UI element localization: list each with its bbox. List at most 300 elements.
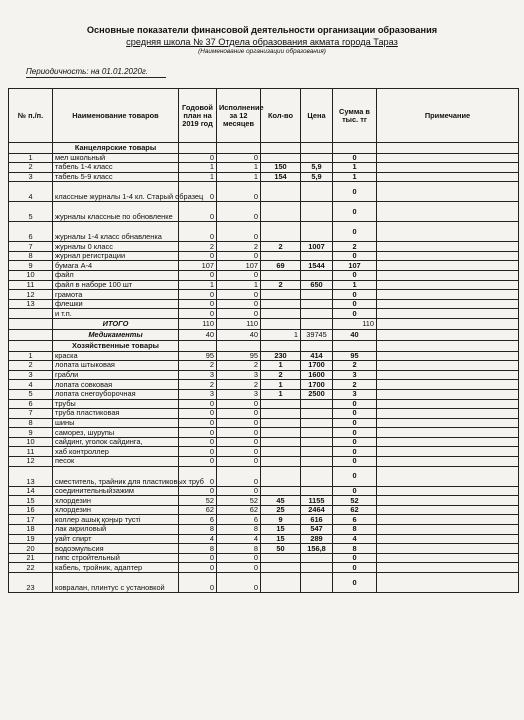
price-value <box>301 466 333 486</box>
sum-value: 0 <box>333 447 377 457</box>
table-row <box>9 466 519 486</box>
done-value: 2 <box>217 361 261 371</box>
item-name: гипс стройтельный <box>53 553 179 563</box>
row-number: 2 <box>9 361 53 371</box>
qty-value <box>261 290 301 300</box>
row-number: 13 <box>9 466 53 486</box>
price-value: 2464 <box>301 505 333 515</box>
row-number: 10 <box>9 437 53 447</box>
plan-value: 0 <box>179 299 217 309</box>
row-number <box>9 309 53 319</box>
price-value <box>301 251 333 261</box>
medicine-plan: 40 <box>179 330 217 341</box>
sum-value: 0 <box>333 428 377 438</box>
qty-value: 154 <box>261 172 301 182</box>
sum-value: 4 <box>333 534 377 544</box>
table-row <box>9 370 519 380</box>
price-value: 616 <box>301 515 333 525</box>
table-row <box>9 299 519 309</box>
qty-value: 9 <box>261 515 301 525</box>
total-num <box>9 319 53 330</box>
table-row <box>9 351 519 361</box>
table-row <box>9 505 519 515</box>
item-name: мел школьный <box>53 153 179 163</box>
sum-value: 0 <box>333 418 377 428</box>
table-row <box>9 222 519 242</box>
item-name: коллер ашық қоңыр тусті <box>53 515 179 525</box>
qty-value <box>261 573 301 593</box>
price-value <box>301 153 333 163</box>
table-row <box>9 447 519 457</box>
note-value <box>377 534 519 544</box>
price-value: 1007 <box>301 242 333 252</box>
done-value: 0 <box>217 486 261 496</box>
table-row <box>9 251 519 261</box>
row-number: 9 <box>9 261 53 271</box>
item-name: табель 5-9 класс <box>53 172 179 182</box>
table-row <box>9 457 519 467</box>
price-value: 414 <box>301 351 333 361</box>
note-value <box>377 351 519 361</box>
table-header-row <box>9 89 519 143</box>
done-value: 1 <box>217 163 261 173</box>
qty-value <box>261 563 301 573</box>
price-value <box>301 563 333 573</box>
item-name: лопата штыковая <box>53 361 179 371</box>
item-name: хаб контроллер <box>53 447 179 457</box>
sum-value: 0 <box>333 202 377 222</box>
table-row <box>9 280 519 290</box>
done-value: 2 <box>217 242 261 252</box>
note-value <box>377 573 519 593</box>
table-row <box>9 309 519 319</box>
table-row <box>9 380 519 390</box>
price-value: 1700 <box>301 380 333 390</box>
table-row <box>9 573 519 593</box>
item-name: флешки <box>53 299 179 309</box>
table-row <box>9 486 519 496</box>
note-value <box>377 437 519 447</box>
plan-value: 0 <box>179 447 217 457</box>
note-value <box>377 153 519 163</box>
row-number: 6 <box>9 222 53 242</box>
financial-table <box>8 88 519 593</box>
row-number: 5 <box>9 202 53 222</box>
item-name: журналы 0 класс <box>53 242 179 252</box>
table-row <box>9 182 519 202</box>
qty-value <box>261 309 301 319</box>
plan-value: 1 <box>179 172 217 182</box>
row-number: 11 <box>9 447 53 457</box>
item-name: труба пластиковая <box>53 409 179 419</box>
sum-value: 0 <box>333 409 377 419</box>
plan-value: 1 <box>179 163 217 173</box>
sum-value: 107 <box>333 261 377 271</box>
qty-value <box>261 153 301 163</box>
medicine-qty: 1 <box>261 330 301 341</box>
item-name: журналы классные по обновленке <box>53 202 179 222</box>
price-value: 156,8 <box>301 544 333 554</box>
table-row <box>9 515 519 525</box>
medicine-note <box>377 330 519 341</box>
item-name: водоэмульсия <box>53 544 179 554</box>
done-value: 62 <box>217 505 261 515</box>
table-row <box>9 172 519 182</box>
sum-value: 0 <box>333 457 377 467</box>
item-name: файл <box>53 271 179 281</box>
item-name: кабель, тройник, адаптер <box>53 563 179 573</box>
plan-value: 0 <box>179 573 217 593</box>
table-row <box>9 525 519 535</box>
sum-value: 0 <box>333 553 377 563</box>
price-value: 650 <box>301 280 333 290</box>
row-number: 21 <box>9 553 53 563</box>
section-household-empty <box>377 341 519 352</box>
table-row <box>9 544 519 554</box>
note-value <box>377 242 519 252</box>
qty-value <box>261 428 301 438</box>
item-name: бумага А-4 <box>53 261 179 271</box>
plan-value: 0 <box>179 486 217 496</box>
row-number: 3 <box>9 370 53 380</box>
row-number: 18 <box>9 525 53 535</box>
header-qty: Кол-во <box>261 89 301 143</box>
done-value: 4 <box>217 534 261 544</box>
sum-value: 0 <box>333 437 377 447</box>
qty-value: 25 <box>261 505 301 515</box>
qty-value <box>261 299 301 309</box>
done-value: 3 <box>217 370 261 380</box>
note-value <box>377 271 519 281</box>
sum-value: 0 <box>333 399 377 409</box>
sum-value: 0 <box>333 486 377 496</box>
row-number: 8 <box>9 418 53 428</box>
price-value <box>301 202 333 222</box>
periodicity-line: Периодичность: на 01.01.2020г. <box>26 67 166 78</box>
header-sum: Сумма в тыс. тг <box>333 89 377 143</box>
item-name: краска <box>53 351 179 361</box>
plan-value: 52 <box>179 496 217 506</box>
note-value <box>377 544 519 554</box>
note-value <box>377 486 519 496</box>
done-value: 0 <box>217 153 261 163</box>
note-value <box>377 409 519 419</box>
header-plan: Годовой план на 2019 год <box>179 89 217 143</box>
row-number: 4 <box>9 380 53 390</box>
qty-value <box>261 447 301 457</box>
qty-value <box>261 222 301 242</box>
item-name: трубы <box>53 399 179 409</box>
price-value: 1544 <box>301 261 333 271</box>
qty-value <box>261 553 301 563</box>
table-row <box>9 290 519 300</box>
qty-value: 15 <box>261 534 301 544</box>
item-name: журнал регистрации <box>53 251 179 261</box>
table-row <box>9 202 519 222</box>
table-row <box>9 153 519 163</box>
qty-value <box>261 182 301 202</box>
plan-value: 2 <box>179 242 217 252</box>
sum-value: 1 <box>333 172 377 182</box>
price-value <box>301 428 333 438</box>
price-value <box>301 182 333 202</box>
item-name: табель 1-4 класс <box>53 163 179 173</box>
done-value: 0 <box>217 428 261 438</box>
table-row <box>9 496 519 506</box>
sum-value: 6 <box>333 515 377 525</box>
row-number: 14 <box>9 486 53 496</box>
price-value: 5,9 <box>301 172 333 182</box>
sum-value: 0 <box>333 251 377 261</box>
done-value: 2 <box>217 380 261 390</box>
plan-value: 0 <box>179 202 217 222</box>
sum-value: 62 <box>333 505 377 515</box>
item-name: журналы 1-4 класс обнавленка <box>53 222 179 242</box>
done-value: 0 <box>217 563 261 573</box>
done-value: 0 <box>217 182 261 202</box>
qty-value <box>261 457 301 467</box>
row-number: 13 <box>9 299 53 309</box>
item-name: лопата совковая <box>53 380 179 390</box>
medicine-done: 40 <box>217 330 261 341</box>
plan-value: 0 <box>179 437 217 447</box>
sum-value: 0 <box>333 309 377 319</box>
item-name: ковралан, плинтус с установкой <box>53 573 179 593</box>
done-value: 0 <box>217 299 261 309</box>
plan-value: 0 <box>179 309 217 319</box>
sum-value: 0 <box>333 271 377 281</box>
price-value: 5,9 <box>301 163 333 173</box>
row-number: 6 <box>9 399 53 409</box>
sum-value: 0 <box>333 573 377 593</box>
price-value <box>301 418 333 428</box>
note-value <box>377 163 519 173</box>
done-value: 0 <box>217 271 261 281</box>
table-row <box>9 437 519 447</box>
price-value <box>301 573 333 593</box>
item-name: лак акриловый <box>53 525 179 535</box>
qty-value: 1 <box>261 389 301 399</box>
qty-value: 150 <box>261 163 301 173</box>
sum-value: 95 <box>333 351 377 361</box>
price-value <box>301 222 333 242</box>
sum-value: 0 <box>333 563 377 573</box>
done-value: 0 <box>217 251 261 261</box>
price-value <box>301 437 333 447</box>
table-row <box>9 563 519 573</box>
row-number: 3 <box>9 172 53 182</box>
item-name: сместитель, трайник для пластиковых труб <box>53 466 179 486</box>
done-value: 1 <box>217 280 261 290</box>
table-row <box>9 534 519 544</box>
plan-value: 0 <box>179 182 217 202</box>
plan-value: 0 <box>179 466 217 486</box>
row-number: 5 <box>9 389 53 399</box>
total-row <box>9 319 519 330</box>
done-value: 52 <box>217 496 261 506</box>
document-title: Основные показатели финансовой деятельности организации образования <box>86 25 438 35</box>
done-value: 0 <box>217 457 261 467</box>
medicine-price: 39745 <box>301 330 333 341</box>
row-number: 22 <box>9 563 53 573</box>
note-value <box>377 290 519 300</box>
price-value: 1155 <box>301 496 333 506</box>
organization-caption: (Наименование организации образования) <box>198 48 326 55</box>
section-household-title: Хозяйственные товары <box>53 341 179 352</box>
table-row <box>9 271 519 281</box>
total-note <box>377 319 519 330</box>
note-value <box>377 380 519 390</box>
done-value: 0 <box>217 447 261 457</box>
row-number: 2 <box>9 163 53 173</box>
price-value: 289 <box>301 534 333 544</box>
qty-value <box>261 409 301 419</box>
note-value <box>377 370 519 380</box>
qty-value: 1 <box>261 380 301 390</box>
row-number: 9 <box>9 428 53 438</box>
qty-value: 50 <box>261 544 301 554</box>
row-number: 7 <box>9 242 53 252</box>
plan-value: 3 <box>179 389 217 399</box>
plan-value: 95 <box>179 351 217 361</box>
price-value <box>301 271 333 281</box>
header-done: Исполнение за 12 месяцев <box>217 89 261 143</box>
plan-value: 8 <box>179 544 217 554</box>
plan-value: 2 <box>179 361 217 371</box>
sum-value: 1 <box>333 163 377 173</box>
section-household-empty <box>261 341 301 352</box>
done-value: 0 <box>217 466 261 486</box>
qty-value: 69 <box>261 261 301 271</box>
item-name: хлордезин <box>53 496 179 506</box>
section-office-row <box>9 143 519 154</box>
sum-value: 2 <box>333 361 377 371</box>
plan-value: 0 <box>179 457 217 467</box>
plan-value: 0 <box>179 563 217 573</box>
plan-value: 0 <box>179 251 217 261</box>
row-number: 15 <box>9 496 53 506</box>
sum-value: 0 <box>333 299 377 309</box>
note-value <box>377 496 519 506</box>
sum-value: 0 <box>333 466 377 486</box>
done-value: 8 <box>217 544 261 554</box>
plan-value: 2 <box>179 380 217 390</box>
qty-value: 2 <box>261 280 301 290</box>
done-value: 95 <box>217 351 261 361</box>
row-number: 4 <box>9 182 53 202</box>
price-value <box>301 290 333 300</box>
total-sum: 110 <box>333 319 377 330</box>
price-value <box>301 309 333 319</box>
sum-value: 2 <box>333 380 377 390</box>
plan-value: 0 <box>179 553 217 563</box>
plan-value: 6 <box>179 515 217 525</box>
section-household-num <box>9 341 53 352</box>
table-row <box>9 418 519 428</box>
item-name: и т.п. <box>53 309 179 319</box>
item-name: хлордезин <box>53 505 179 515</box>
medicine-sum: 40 <box>333 330 377 341</box>
header-name: Наименование товаров <box>53 89 179 143</box>
plan-value: 107 <box>179 261 217 271</box>
section-household-empty <box>333 341 377 352</box>
price-value: 547 <box>301 525 333 535</box>
sum-value: 3 <box>333 370 377 380</box>
sum-value: 2 <box>333 242 377 252</box>
price-value <box>301 409 333 419</box>
item-name: файл в наборе 100 шт <box>53 280 179 290</box>
note-value <box>377 553 519 563</box>
section-household-empty <box>301 341 333 352</box>
item-name: уайт спирт <box>53 534 179 544</box>
plan-value: 0 <box>179 271 217 281</box>
item-name: саморез, шурупы <box>53 428 179 438</box>
row-number: 16 <box>9 505 53 515</box>
done-value: 0 <box>217 290 261 300</box>
done-value: 107 <box>217 261 261 271</box>
qty-value <box>261 251 301 261</box>
item-name: грамота <box>53 290 179 300</box>
total-price <box>301 319 333 330</box>
section-office-title: Канцелярские товары <box>53 143 179 154</box>
note-value <box>377 457 519 467</box>
row-number: 11 <box>9 280 53 290</box>
sum-value: 0 <box>333 182 377 202</box>
sum-value: 3 <box>333 389 377 399</box>
done-value: 0 <box>217 309 261 319</box>
price-value <box>301 553 333 563</box>
qty-value <box>261 202 301 222</box>
plan-value: 0 <box>179 290 217 300</box>
plan-value: 4 <box>179 534 217 544</box>
plan-value: 1 <box>179 280 217 290</box>
price-value <box>301 457 333 467</box>
row-number: 1 <box>9 351 53 361</box>
total-label: ИТОГО <box>53 319 179 330</box>
note-value <box>377 361 519 371</box>
note-value <box>377 172 519 182</box>
medicine-num <box>9 330 53 341</box>
price-value <box>301 486 333 496</box>
row-number: 23 <box>9 573 53 593</box>
plan-value: 0 <box>179 409 217 419</box>
sum-value: 0 <box>333 290 377 300</box>
item-name: сайдинг, уголок сайдинга, <box>53 437 179 447</box>
sum-value: 0 <box>333 222 377 242</box>
done-value: 0 <box>217 409 261 419</box>
section-household-empty <box>179 341 217 352</box>
plan-value: 62 <box>179 505 217 515</box>
table-row <box>9 361 519 371</box>
qty-value: 230 <box>261 351 301 361</box>
row-number: 10 <box>9 271 53 281</box>
qty-value <box>261 271 301 281</box>
row-number: 19 <box>9 534 53 544</box>
done-value: 0 <box>217 573 261 593</box>
table-row <box>9 399 519 409</box>
done-value: 0 <box>217 202 261 222</box>
done-value: 0 <box>217 418 261 428</box>
price-value: 1700 <box>301 361 333 371</box>
note-value <box>377 505 519 515</box>
table-row <box>9 242 519 252</box>
medicine-label: Медикаменты <box>53 330 179 341</box>
header-price: Цена <box>301 89 333 143</box>
total-plan: 110 <box>179 319 217 330</box>
note-value <box>377 299 519 309</box>
row-number: 1 <box>9 153 53 163</box>
price-value: 1600 <box>301 370 333 380</box>
